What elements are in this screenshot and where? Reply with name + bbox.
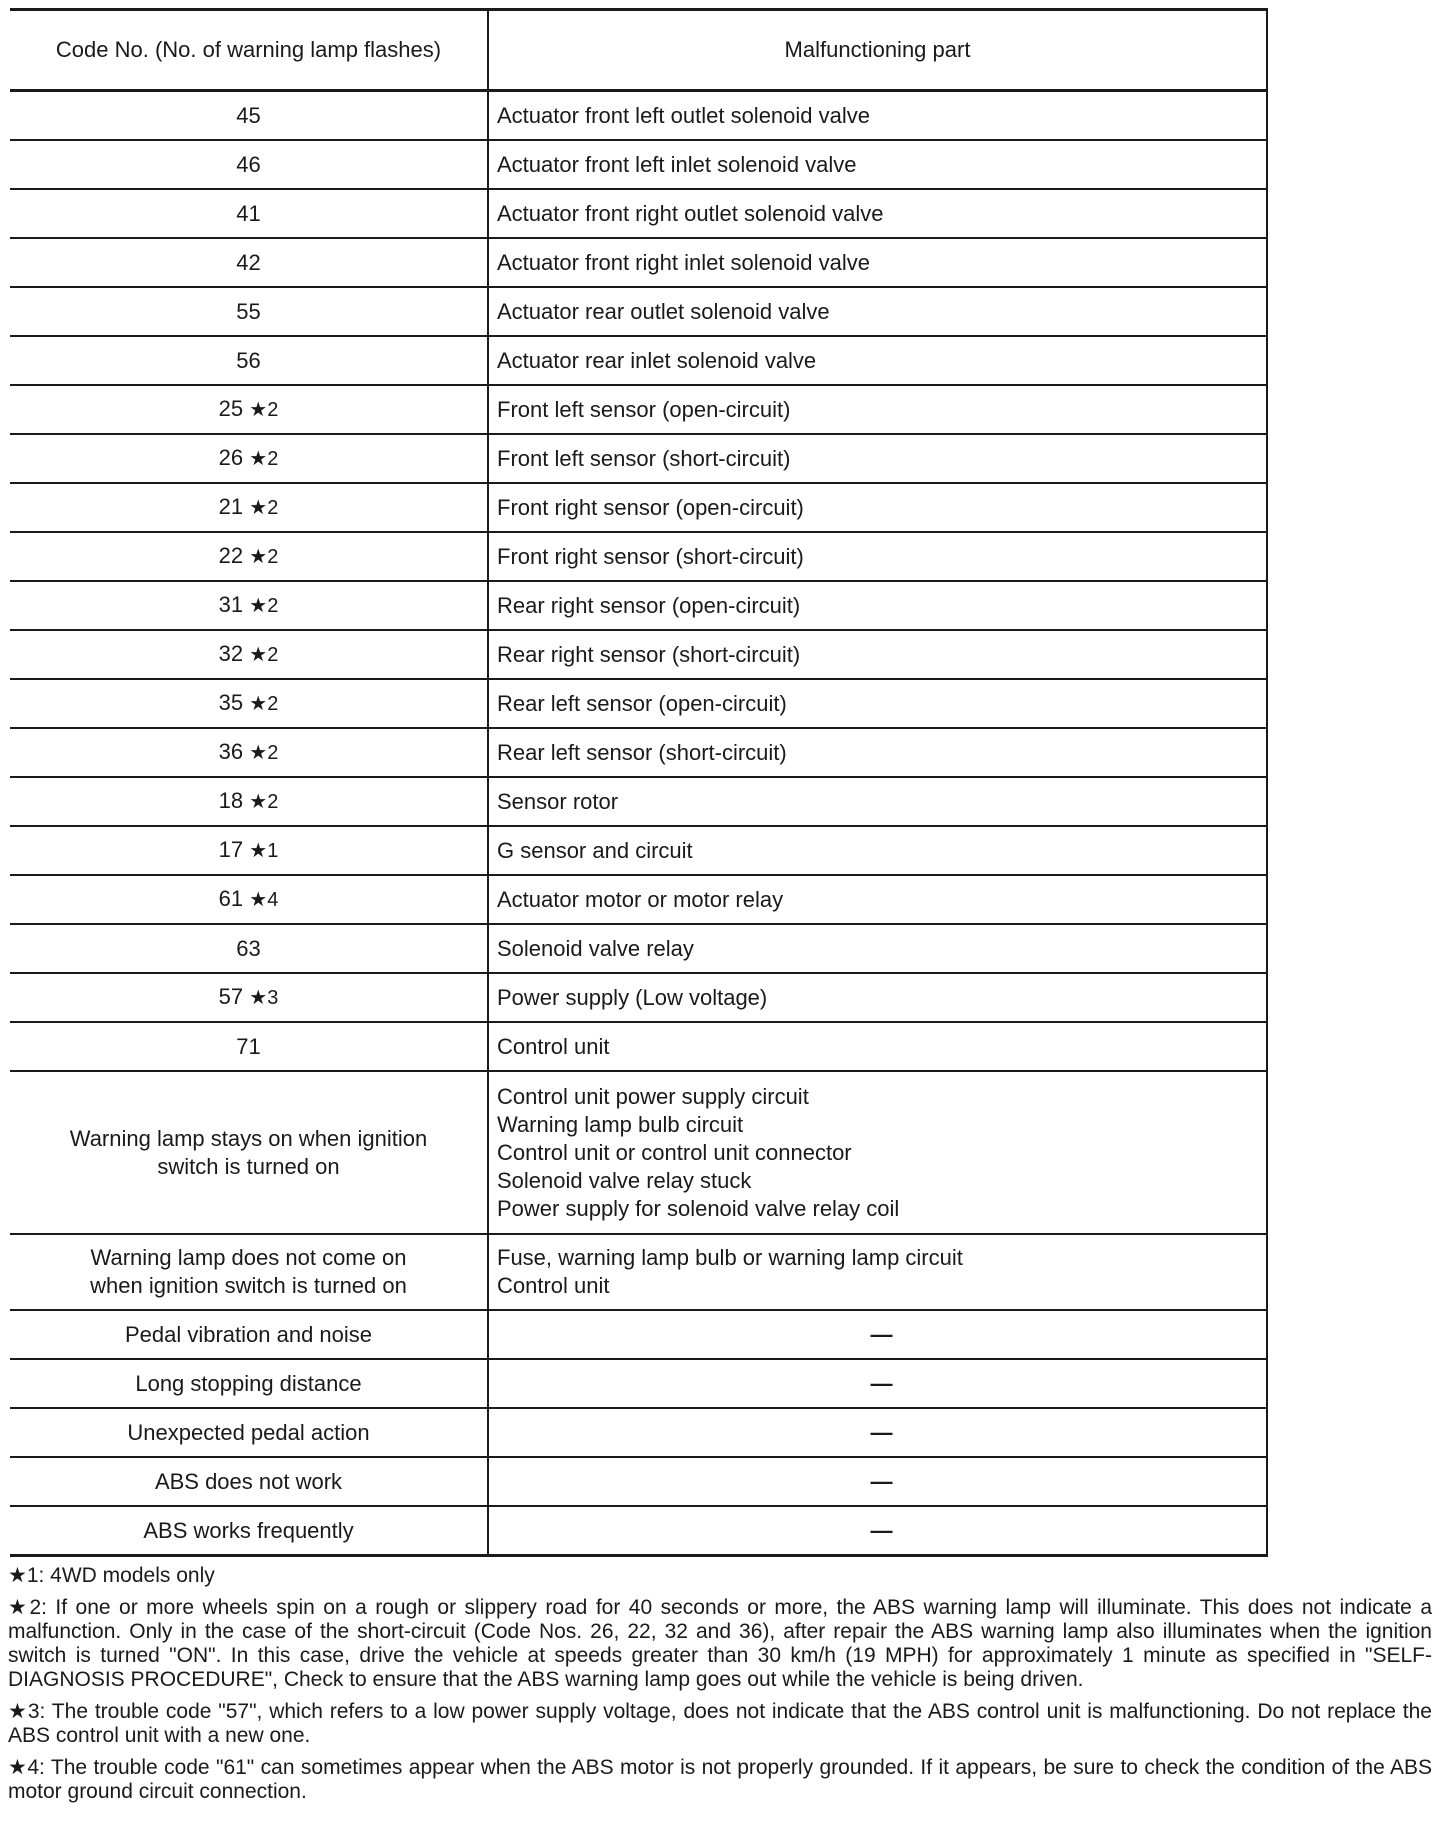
malfunction-part-cell bbox=[488, 91, 1267, 141]
table-row bbox=[10, 140, 1267, 189]
malfunction-part-cell bbox=[488, 385, 1267, 434]
footnote-ref: ★2 bbox=[249, 448, 279, 470]
table-row bbox=[10, 1022, 1267, 1071]
malfunction-part-text: Front left sensor (open-circuit) bbox=[497, 396, 791, 422]
symptom-cell bbox=[10, 1457, 488, 1506]
symptom-row bbox=[10, 1071, 1267, 1234]
symptom-cell bbox=[10, 1310, 488, 1359]
trouble-code-table bbox=[10, 8, 1268, 1557]
table-row bbox=[10, 532, 1267, 581]
table-header-row bbox=[10, 10, 1267, 91]
code-number: 17 bbox=[218, 837, 244, 862]
code-cell bbox=[10, 189, 488, 238]
footnotes bbox=[8, 1564, 1432, 1812]
table-row bbox=[10, 679, 1267, 728]
table-row bbox=[10, 91, 1267, 141]
code-cell bbox=[10, 826, 488, 875]
code-number: 55 bbox=[236, 298, 261, 324]
malfunction-part-text: Power supply (Low voltage) bbox=[497, 984, 768, 1010]
malfunction-part-text: Rear right sensor (open-circuit) bbox=[497, 592, 801, 618]
malfunction-part-text: Actuator rear inlet solenoid valve bbox=[497, 347, 817, 373]
empty-dash: — bbox=[870, 1517, 893, 1543]
malfunction-part-cell bbox=[488, 336, 1267, 385]
code-number: 42 bbox=[236, 249, 261, 275]
code-cell bbox=[10, 140, 488, 189]
footnote-ref: ★2 bbox=[249, 399, 279, 421]
code-number: 25 bbox=[218, 396, 244, 421]
symptom-text: ABS does not work bbox=[154, 1468, 343, 1494]
malfunction-part-text: Control unit bbox=[497, 1273, 610, 1298]
code-cell bbox=[10, 728, 488, 777]
malfunction-part-cell bbox=[488, 1506, 1267, 1556]
malfunction-part-text: Sensor rotor bbox=[497, 788, 619, 814]
empty-dash: — bbox=[870, 1419, 893, 1445]
malfunction-part-cell bbox=[488, 140, 1267, 189]
symptom-text: switch is turned on bbox=[157, 1153, 340, 1179]
code-cell bbox=[10, 434, 488, 483]
malfunction-part-cell bbox=[488, 1310, 1267, 1359]
malfunction-part-cell bbox=[488, 1359, 1267, 1408]
symptom-row bbox=[10, 1457, 1267, 1506]
malfunction-part-text: Rear left sensor (short-circuit) bbox=[497, 739, 787, 765]
code-cell bbox=[10, 777, 488, 826]
malfunction-part-text: Rear right sensor (short-circuit) bbox=[497, 641, 801, 667]
malfunction-part-text: Control unit or control unit connector bbox=[497, 1139, 852, 1165]
code-cell bbox=[10, 875, 488, 924]
malfunction-part-cell bbox=[488, 630, 1267, 679]
code-number: 32 bbox=[218, 641, 244, 666]
code-number: 45 bbox=[236, 102, 261, 128]
code-cell bbox=[10, 679, 488, 728]
code-cell bbox=[10, 532, 488, 581]
malfunction-part-text: Power supply for solenoid valve relay coil bbox=[497, 1195, 900, 1221]
footnote-4: ★4: The trouble code "61" can sometimes appear when the ABS motor is not properly grounded. If it appears, be sure to check the condition of the ABS motor ground circuit connection. bbox=[8, 1756, 1432, 1803]
malfunction-part-cell bbox=[488, 826, 1267, 875]
table-row bbox=[10, 483, 1267, 532]
footnote-2: ★2: If one or more wheels spin on a rough or slippery road for 40 seconds or more, the ABS warning lamp will illuminate. This does not indicate a malfunction. Only in the case of the short-circuit (Code Nos. 26, 22, 32 and 36), after repair the ABS warning lamp also illuminates when the ignition switch is turned "ON". In this case, drive the vehicle at speeds greater than 30 km/h (19 MPH) for approximately 1 minute as specified in "SELF-DIAGNOSIS PROCEDURE", Check to ensure that the ABS warning lamp goes out while the vehicle is being driven. bbox=[8, 1596, 1432, 1691]
code-number: 56 bbox=[236, 347, 261, 373]
symptom-row bbox=[10, 1310, 1267, 1359]
code-number: 41 bbox=[236, 200, 261, 226]
code-number: 22 bbox=[218, 543, 244, 568]
malfunction-part-text: Warning lamp bulb circuit bbox=[497, 1111, 744, 1137]
malfunction-part-cell bbox=[488, 434, 1267, 483]
code-cell bbox=[10, 483, 488, 532]
malfunction-part-text: Actuator front right outlet solenoid valve bbox=[497, 200, 884, 226]
symptom-cell bbox=[10, 1071, 488, 1234]
code-number: 46 bbox=[236, 151, 261, 177]
footnote-ref: ★2 bbox=[249, 742, 279, 764]
code-number: 57 bbox=[218, 984, 244, 1009]
code-cell bbox=[10, 238, 488, 287]
malfunction-part-text: Front right sensor (open-circuit) bbox=[497, 494, 804, 520]
symptom-text: when ignition switch is turned on bbox=[90, 1273, 407, 1298]
malfunction-part-cell bbox=[488, 238, 1267, 287]
symptom-text: Unexpected pedal action bbox=[127, 1419, 370, 1445]
table-row bbox=[10, 238, 1267, 287]
malfunction-part-text: Front left sensor (short-circuit) bbox=[497, 445, 791, 471]
malfunction-part-text: Actuator front right inlet solenoid valve bbox=[497, 249, 870, 275]
malfunction-part-text: Actuator motor or motor relay bbox=[497, 886, 784, 912]
table-row bbox=[10, 287, 1267, 336]
malfunction-part-cell bbox=[488, 679, 1267, 728]
code-number: 21 bbox=[218, 494, 244, 519]
footnote-ref: ★4 bbox=[249, 889, 279, 911]
footnote-ref: ★2 bbox=[249, 693, 279, 715]
malfunction-part-text: G sensor and circuit bbox=[497, 837, 693, 863]
table-row bbox=[10, 875, 1267, 924]
empty-dash: — bbox=[870, 1468, 893, 1494]
malfunction-part-text: Actuator front left outlet solenoid valve bbox=[497, 102, 870, 128]
code-number: 26 bbox=[218, 445, 244, 470]
malfunction-part-text: Control unit bbox=[497, 1033, 610, 1059]
symptom-text: Warning lamp does not come on bbox=[90, 1245, 407, 1270]
malfunction-part-text: Fuse, warning lamp bulb or warning lamp circuit bbox=[497, 1245, 963, 1270]
code-cell bbox=[10, 1022, 488, 1071]
code-cell bbox=[10, 336, 488, 385]
code-cell bbox=[10, 91, 488, 141]
table-row bbox=[10, 189, 1267, 238]
table-row bbox=[10, 826, 1267, 875]
code-cell bbox=[10, 973, 488, 1022]
footnote-ref: ★3 bbox=[249, 987, 279, 1009]
code-number: 71 bbox=[236, 1033, 261, 1059]
code-number: 61 bbox=[218, 886, 244, 911]
column-header-code: Code No. (No. of warning lamp flashes) bbox=[10, 10, 488, 91]
symptom-text: Warning lamp stays on when ignition bbox=[69, 1125, 428, 1151]
code-number: 31 bbox=[218, 592, 244, 617]
table-row bbox=[10, 728, 1267, 777]
code-cell bbox=[10, 287, 488, 336]
malfunction-part-text: Solenoid valve relay stuck bbox=[497, 1167, 752, 1193]
table-row bbox=[10, 973, 1267, 1022]
malfunction-part-cell bbox=[488, 287, 1267, 336]
symptom-row bbox=[10, 1506, 1267, 1556]
malfunction-part-cell bbox=[488, 1022, 1267, 1071]
symptom-cell bbox=[10, 1506, 488, 1556]
footnote-ref: ★2 bbox=[249, 791, 279, 813]
table-row bbox=[10, 434, 1267, 483]
symptom-row bbox=[10, 1234, 1267, 1310]
footnote-ref: ★2 bbox=[249, 497, 279, 519]
table-row bbox=[10, 924, 1267, 973]
code-cell bbox=[10, 581, 488, 630]
malfunction-part-text: Rear left sensor (open-circuit) bbox=[497, 690, 787, 716]
malfunction-part-cell bbox=[488, 1457, 1267, 1506]
code-cell bbox=[10, 924, 488, 973]
malfunction-part-text: Actuator front left inlet solenoid valve bbox=[497, 151, 857, 177]
empty-dash: — bbox=[870, 1321, 893, 1347]
code-number: 35 bbox=[218, 690, 244, 715]
malfunction-part-cell bbox=[488, 189, 1267, 238]
malfunction-part-cell bbox=[488, 532, 1267, 581]
malfunction-part-cell bbox=[488, 875, 1267, 924]
symptom-row bbox=[10, 1408, 1267, 1457]
malfunction-part-cell bbox=[488, 581, 1267, 630]
malfunction-part-cell bbox=[488, 483, 1267, 532]
table-row bbox=[10, 581, 1267, 630]
symptom-cell bbox=[10, 1408, 488, 1457]
malfunction-part-cell bbox=[488, 1071, 1267, 1234]
table-body bbox=[10, 91, 1267, 1556]
malfunction-part-text: Actuator rear outlet solenoid valve bbox=[497, 298, 830, 324]
malfunction-part-text: Solenoid valve relay bbox=[497, 935, 694, 961]
table-row bbox=[10, 777, 1267, 826]
symptom-text: ABS works frequently bbox=[143, 1517, 354, 1543]
footnote-3: ★3: The trouble code "57", which refers to a low power supply voltage, does not indicate that the ABS control unit is malfunctioning. Do not replace the ABS control unit with a new one. bbox=[8, 1700, 1432, 1747]
malfunction-part-text: Control unit power supply circuit bbox=[497, 1083, 809, 1109]
code-cell bbox=[10, 385, 488, 434]
footnote-ref: ★2 bbox=[249, 595, 279, 617]
table-row bbox=[10, 630, 1267, 679]
code-number: 36 bbox=[218, 739, 244, 764]
malfunction-part-cell bbox=[488, 728, 1267, 777]
malfunction-part-text: Front right sensor (short-circuit) bbox=[497, 543, 804, 569]
footnote-ref: ★2 bbox=[249, 546, 279, 568]
footnote-1: ★1: 4WD models only bbox=[8, 1564, 215, 1587]
empty-dash: — bbox=[870, 1370, 893, 1396]
symptom-cell bbox=[10, 1234, 488, 1310]
symptom-text: Long stopping distance bbox=[135, 1370, 362, 1396]
malfunction-part-cell bbox=[488, 1408, 1267, 1457]
code-cell bbox=[10, 630, 488, 679]
malfunction-part-cell bbox=[488, 973, 1267, 1022]
code-number: 63 bbox=[236, 935, 261, 961]
symptom-text: Pedal vibration and noise bbox=[124, 1321, 373, 1347]
code-number: 18 bbox=[218, 788, 244, 813]
footnote-ref: ★2 bbox=[249, 644, 279, 666]
column-header-part: Malfunctioning part bbox=[488, 10, 1267, 91]
table-row bbox=[10, 336, 1267, 385]
symptom-cell bbox=[10, 1359, 488, 1408]
malfunction-part-cell bbox=[488, 777, 1267, 826]
malfunction-part-cell bbox=[488, 924, 1267, 973]
footnote-ref: ★1 bbox=[249, 840, 279, 862]
table-row bbox=[10, 385, 1267, 434]
malfunction-part-cell bbox=[488, 1234, 1267, 1310]
symptom-row bbox=[10, 1359, 1267, 1408]
